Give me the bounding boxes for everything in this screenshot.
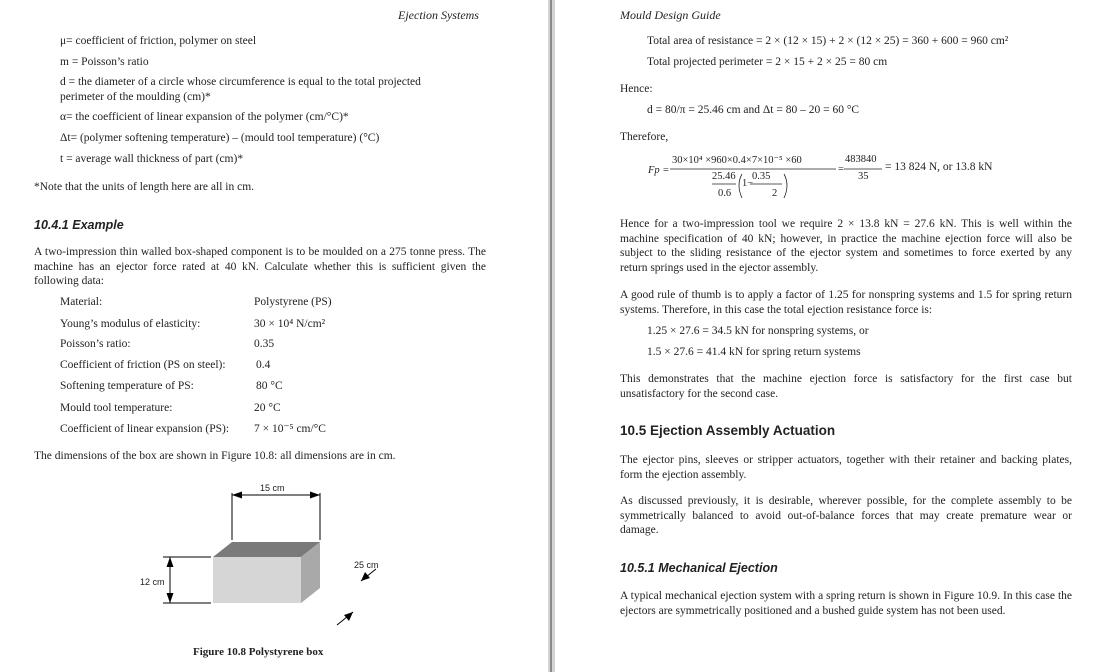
width-arrow-right	[310, 492, 320, 499]
formula-denominator-a: 25.46	[712, 171, 736, 182]
paragraph-mechanical-ejection: A typical mechanical ejection system with a spring return is shown in Figure 10.9. In this case the ejectors are symmetrically positioned and a bushed guide system has not been used.	[620, 590, 1072, 617]
perimeter-calculation: Total projected perimeter = 2 × 15 + 2 × 25 = 80 cm	[647, 56, 888, 68]
box-front-face	[213, 557, 301, 603]
formula-numerator-2: 483840	[845, 154, 877, 165]
paragraph-balanced: As discussed previously, it is desirable, wherever possible, for the complete assembly to be symmetrically balanced to avoid out-of-balance forces that may create premature wear or damage.	[620, 495, 1072, 536]
depth-arrow-bottom	[344, 612, 353, 621]
dimensions-text: The dimensions of the box are shown in Figure 10.8: all dimensions are in cm.	[34, 450, 396, 462]
width-arrow-left	[232, 492, 242, 499]
formula-numerator: 30×10⁴ ×960×0.4×7×10⁻⁵ ×60	[672, 155, 802, 166]
figure-caption: Figure 10.8 Polystyrene box	[193, 646, 324, 658]
data-value-softening: 80 °C	[256, 380, 283, 392]
page-divider	[550, 0, 552, 672]
height-arrow-bottom	[167, 593, 174, 603]
data-label-friction: Coefficient of friction (PS on steel):	[60, 359, 226, 371]
data-value-mould-temp: 20 °C	[254, 402, 281, 414]
formula-denominator-2: 35	[858, 171, 869, 182]
example-heading: 10.4.1 Example	[34, 218, 124, 232]
calc-spring: 1.5 × 27.6 = 41.4 kN for spring return systems	[647, 346, 861, 358]
data-label-softening: Softening temperature of PS:	[60, 380, 194, 392]
depth-arrow-top	[361, 572, 370, 581]
formula-denominator-c: 1−	[742, 178, 754, 189]
subsection-heading: 10.5.1 Mechanical Ejection	[620, 561, 778, 575]
figure-depth-label: 25 cm	[354, 560, 379, 570]
section-heading: 10.5 Ejection Assembly Actuation	[620, 423, 836, 438]
units-note: *Note that the units of length here are all in cm.	[34, 181, 255, 193]
running-header: Ejection Systems	[398, 8, 479, 22]
data-value-friction: 0.4	[256, 359, 271, 371]
data-label-expansion: Coefficient of linear expansion (PS):	[60, 423, 230, 435]
paragraph-demonstrates: This demonstrates that the machine ejection force is satisfactory for the first case but unsatisfactory for the second case.	[620, 373, 1072, 400]
diameter-calculation: d = 80/π = 25.46 cm and Δt = 80 – 20 = 60 °C	[647, 104, 860, 116]
definition-t: t = average wall thickness of part (cm)*	[60, 153, 244, 165]
running-header: Mould Design Guide	[620, 8, 721, 22]
paragraph-rule-of-thumb: A good rule of thumb is to apply a factor of 1.25 for nonspring systems and 1.5 for spring return systems. Therefore, in this case the total ejection resistance force is:	[620, 289, 1072, 316]
therefore-label: Therefore,	[620, 131, 669, 143]
force-formula	[648, 152, 1068, 204]
formula-result: = 13 824 N, or 13.8 kN	[885, 161, 993, 173]
formula-denominator-d: 0.35	[752, 171, 771, 182]
example-paragraph: A two-impression thin walled box-shaped component is to be moulded on a 275 tonne press. The machine has an ejector force rated at 40 kN. Calculate whether this is sufficient given the following data:	[34, 246, 486, 287]
data-value-poisson: 0.35	[254, 338, 275, 350]
right-page	[555, 0, 1116, 672]
data-value-material: Polystyrene (PS)	[254, 296, 332, 308]
formula-lhs: Fp =	[648, 165, 670, 176]
figure-width-label: 15 cm	[260, 483, 285, 493]
data-value-expansion: 7 × 10⁻⁵ cm/°C	[254, 423, 326, 435]
definition-m: m = Poisson’s ratio	[60, 56, 149, 68]
paragraph-ejector-pins: The ejector pins, sleeves or stripper actuators, together with their retainer and backing plates, form the ejection assembly.	[620, 454, 1072, 481]
formula-denominator-e: 2	[772, 188, 778, 199]
calc-nonspring: 1.25 × 27.6 = 34.5 kN for nonspring systems, or	[647, 325, 869, 337]
polystyrene-box-figure	[120, 475, 420, 635]
definition-alpha: α= the coefficient of linear expansion of the polymer (cm/°C)*	[60, 111, 349, 123]
data-value-youngs: 30 × 10⁴ N/cm²	[254, 318, 326, 330]
hence-label: Hence:	[620, 83, 653, 95]
paragraph-two-impression: Hence for a two-impression tool we require 2 × 13.8 kN = 27.6 kN. This is well within the machine specification of 40 kN; however, in practice the machine ejection force will also be subject to the sliding resistance of the ejector system and sometimes to force exerted by any return springs used in the ejector assembly.	[620, 218, 1072, 274]
data-label-material: Material:	[60, 296, 103, 308]
data-label-youngs: Young’s modulus of elasticity:	[60, 318, 201, 330]
data-label-poisson: Poisson’s ratio:	[60, 338, 131, 350]
left-page	[0, 0, 548, 672]
formula-denominator-b: 0.6	[718, 188, 732, 199]
data-label-mould-temp: Mould tool temperature:	[60, 402, 173, 414]
definition-mu: μ= coefficient of friction, polymer on steel	[60, 35, 257, 47]
definition-d-cont: perimeter of the moulding (cm)*	[60, 91, 211, 103]
height-arrow-top	[167, 557, 174, 567]
definition-delta-t: Δt= (polymer softening temperature) – (mould tool temperature) (°C)	[60, 132, 380, 144]
formula-paren-right	[784, 174, 787, 198]
figure-height-label: 12 cm	[140, 577, 165, 587]
area-calculation: Total area of resistance = 2 × (12 × 15) + 2 × (12 × 25) = 360 + 600 = 960 cm²	[647, 35, 1009, 47]
definition-d: d = the diameter of a circle whose circumference is equal to the total projected	[60, 76, 421, 88]
formula-equals: =	[838, 164, 844, 175]
